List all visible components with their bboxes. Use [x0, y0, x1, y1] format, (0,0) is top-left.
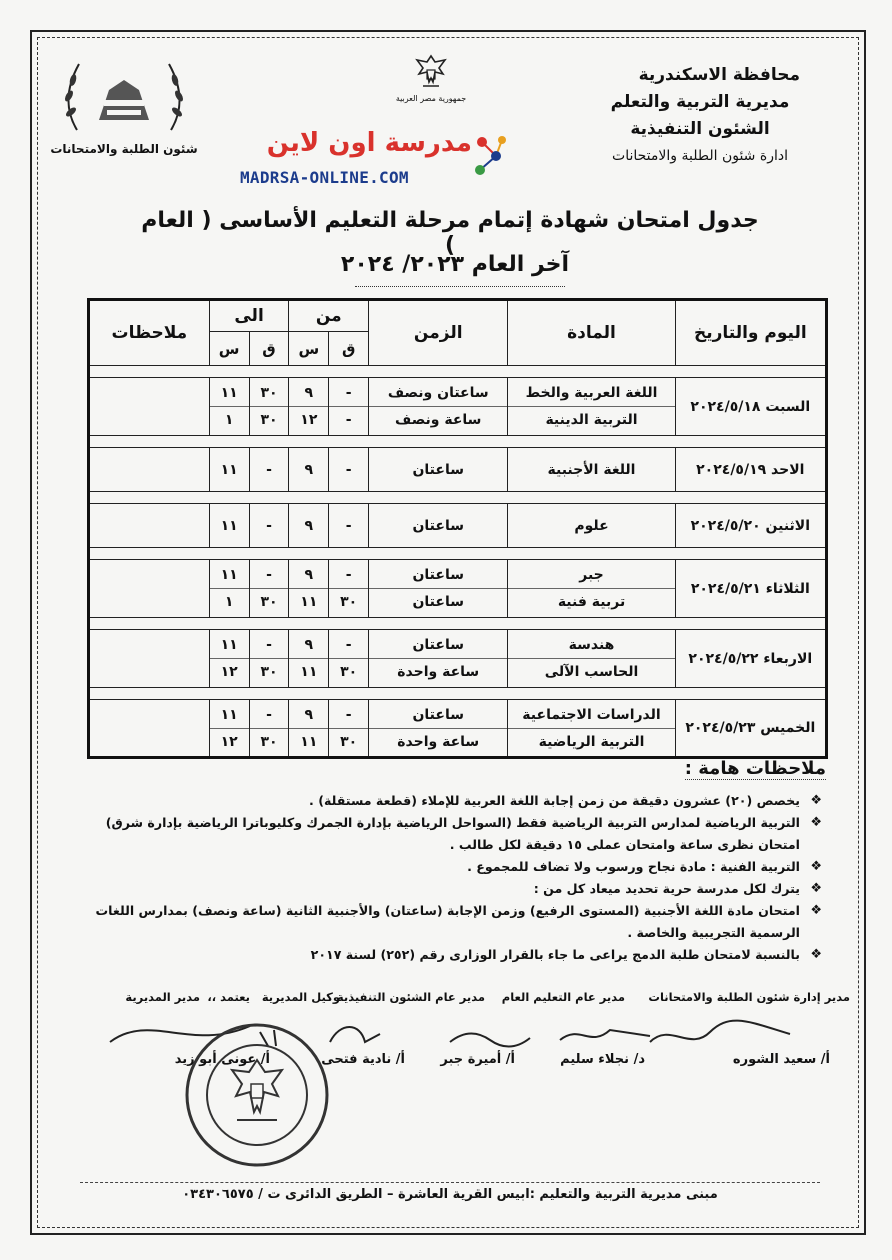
from-minute-cell-line: - — [345, 517, 352, 534]
bullet-icon: ❖ — [810, 881, 822, 896]
table-gap-cell — [89, 366, 827, 378]
table-row — [89, 504, 827, 548]
role-student-affairs-director: مدير إدارة شئون الطلبة والامتحانات — [648, 990, 850, 1004]
subject-cell-line: التربية الدينية — [508, 406, 674, 433]
to-minute-cell — [249, 630, 289, 688]
to-hour-cell-line: ١١ — [220, 706, 238, 723]
role-executive-affairs-director: مدير عام الشئون التنفيذية — [336, 990, 485, 1004]
day-date-cell: الاحد ٢٠٢٤/٥/١٩ — [675, 448, 826, 492]
duration-cell — [369, 448, 508, 492]
official-stamp-icon — [182, 1020, 332, 1170]
table-gap-row — [89, 436, 827, 448]
from-minute-cell-line: - — [345, 637, 352, 653]
col-to: الى — [209, 300, 289, 332]
to-hour-cell — [209, 378, 249, 436]
bullet-icon: ❖ — [810, 793, 822, 808]
note-item — [92, 900, 822, 944]
note-text: التربية الرياضية لمدارس التربية الرياضية فقط (السواحل الرياضية بإدارة الجمرك وكليوباترا الرياضية بإدارة شرق) امتحان نظرى ساعة وامتحان عملى ١٥ دقيقة لكل طالب . — [105, 815, 800, 852]
department: الشئون التنفيذية — [630, 119, 770, 139]
name-saeed-elshoura: أ/ سعيد الشوره — [732, 1052, 830, 1067]
to-minute-cell — [249, 560, 289, 618]
note-item — [92, 790, 822, 812]
eagle-emblem-icon — [411, 52, 451, 92]
subject-cell-line: هندسة — [568, 637, 615, 653]
day-date-cell: الخميس ٢٠٢٤/٥/٢٣ — [675, 700, 826, 758]
to-minute-cell-line: - — [266, 706, 272, 723]
to-hour-cell — [209, 504, 249, 548]
table-gap-row — [89, 492, 827, 504]
table-gap-cell — [89, 492, 827, 504]
from-minute-cell — [329, 448, 369, 492]
col-from-hour: س — [289, 332, 329, 366]
name-amira-gabr: أ/ أميرة جبر — [440, 1052, 515, 1067]
to-hour-cell-line: ١٢ — [210, 658, 249, 685]
from-hour-cell — [289, 504, 329, 548]
document-title: جدول امتحان شهادة إتمام مرحلة التعليم الأساسى ( العام ) — [141, 208, 759, 258]
name-nadia-fathy: أ/ نادية فتحى — [321, 1052, 405, 1067]
to-hour-cell-line: ١ — [210, 588, 249, 615]
from-minute-cell — [329, 630, 369, 688]
col-to-minute: ق — [249, 332, 289, 366]
to-minute-cell-line: ٣٠ — [250, 728, 289, 755]
to-minute-cell — [249, 700, 289, 758]
from-minute-cell-line: ٣٠ — [329, 588, 368, 615]
table-row — [89, 448, 827, 492]
from-hour-cell-line: ٩ — [304, 517, 314, 534]
role-general-education-director: مدير عام التعليم العام — [501, 990, 625, 1004]
to-hour-cell — [209, 448, 249, 492]
subject-cell — [508, 560, 675, 618]
from-minute-cell-line: ٣٠ — [329, 728, 368, 755]
subject-cell — [508, 504, 675, 548]
from-hour-cell-line: ١١ — [289, 588, 328, 615]
table-gap-row — [89, 688, 827, 700]
subject-cell-line: جبر — [579, 567, 604, 583]
from-minute-cell-line: - — [345, 567, 352, 583]
name-naglaa-selim: د/ نجلاء سليم — [560, 1052, 645, 1067]
to-minute-cell — [249, 504, 289, 548]
exam-schedule-table — [87, 298, 828, 759]
governorate: محافظة الاسكندرية — [638, 65, 800, 85]
from-minute-cell-line: - — [345, 706, 352, 723]
to-hour-cell — [209, 630, 249, 688]
duration-cell-line: ساعة واحدة — [369, 728, 507, 755]
from-hour-cell-line: ٩ — [304, 567, 314, 583]
to-hour-cell-line: ١١ — [220, 637, 238, 653]
from-hour-cell-line: ٩ — [304, 385, 314, 401]
subject-cell — [508, 378, 675, 436]
to-hour-cell — [209, 700, 249, 758]
laurel-logo-icon — [49, 50, 199, 140]
role-deputy-director: وكيل المديرية — [261, 990, 340, 1004]
subject-cell — [508, 448, 675, 492]
emblem-block — [390, 52, 472, 103]
duration-cell — [369, 560, 508, 618]
duration-cell-line: ساعتان — [412, 637, 464, 653]
signature-roles — [50, 990, 850, 1014]
approval-mark: يعتمد ،، — [207, 990, 250, 1004]
name-awny-abuzeid: أ/ عونى أبو زيد — [174, 1052, 270, 1067]
note-text: التربية الفنية : مادة نجاح ورسوب ولا تضاف للمجموع . — [467, 859, 800, 874]
table-gap-row — [89, 366, 827, 378]
from-hour-cell-line: ٩ — [304, 637, 314, 653]
from-minute-cell — [329, 378, 369, 436]
role-directorate-director: مدير المديرية — [125, 990, 200, 1004]
affairs-logo — [44, 50, 204, 160]
emblem-caption: جمهورية مصر العربية — [395, 94, 467, 103]
document-subtitle: آخر العام ٢٠٢٣/ ٢٠٢٤ — [340, 252, 570, 277]
duration-cell-line: ساعتان — [369, 588, 507, 615]
day-date-cell: السبت ٢٠٢٤/٥/١٨ — [675, 378, 826, 436]
to-minute-cell-line: ٣٠ — [250, 658, 289, 685]
to-minute-cell-line: ٣٠ — [250, 588, 289, 615]
duration-cell-line: ساعتان — [412, 567, 464, 583]
notes-cell — [89, 700, 210, 758]
from-minute-cell — [329, 560, 369, 618]
duration-cell — [369, 700, 508, 758]
issuer-block — [570, 62, 830, 170]
duration-cell — [369, 378, 508, 436]
duration-cell-line: ساعتان — [412, 517, 464, 534]
to-minute-cell-line: - — [266, 517, 272, 534]
table-gap-row — [89, 548, 827, 560]
notes-title: ملاحظات هامة : — [684, 758, 826, 779]
to-minute-cell-line: ٣٠ — [250, 406, 289, 433]
table-row — [89, 560, 827, 618]
subject-cell-line: اللغة العربية والخط — [525, 385, 658, 401]
directorate: مديرية التربية والتعلم — [610, 92, 790, 112]
note-text: امتحان مادة اللغة الأجنبية (المستوى الرفيع) وزمن الإجابة (ساعتان) والأجنبية الثانية (ساعة ونصف) بمدارس اللغات الرسمية التجريبية والخاصة . — [95, 903, 800, 940]
site-watermark — [232, 128, 472, 192]
watermark-latin: MADRSA-ONLINE.COM — [240, 168, 409, 187]
to-hour-cell-line: ١ — [210, 406, 249, 433]
from-minute-cell — [329, 700, 369, 758]
subject-cell-line: التربية الرياضية — [508, 728, 674, 755]
col-duration: الزمن — [369, 300, 508, 366]
day-date-cell: الثلاثاء ٢٠٢٤/٥/٢١ — [675, 560, 826, 618]
from-minute-cell-line: ٣٠ — [329, 658, 368, 685]
subject-cell-line: علوم — [574, 517, 609, 534]
duration-cell-line: ساعتان — [412, 706, 464, 723]
table-row — [89, 378, 827, 436]
from-minute-cell — [329, 504, 369, 548]
to-hour-cell-line: ١١ — [220, 461, 238, 478]
table-gap-cell — [89, 548, 827, 560]
from-hour-cell — [289, 630, 329, 688]
bullet-icon: ❖ — [810, 815, 822, 830]
to-minute-cell-line: ٣٠ — [260, 385, 278, 401]
from-hour-cell — [289, 560, 329, 618]
note-text: بالنسبة لامتحان طلبة الدمج يراعى ما جاء بالقرار الوزارى رقم (٢٥٢) لسنة ٢٠١٧ — [310, 947, 800, 962]
col-from-minute: ق — [329, 332, 369, 366]
watermark-arabic: مدرسة اون لاين — [266, 128, 472, 158]
table-gap-row — [89, 618, 827, 630]
subject-cell-line: اللغة الأجنبية — [547, 461, 636, 478]
table-gap-cell — [89, 436, 827, 448]
to-minute-cell — [249, 378, 289, 436]
notes-cell — [89, 504, 210, 548]
note-text: يترك لكل مدرسة حرية تحديد ميعاد كل من : — [533, 881, 800, 896]
table-gap-cell — [89, 688, 827, 700]
sub-department: ادارة شئون الطلبة والامتحانات — [612, 148, 788, 164]
notes-list — [92, 790, 822, 966]
to-hour-cell-line: ١٢ — [210, 728, 249, 755]
day-date-cell: الاربعاء ٢٠٢٤/٥/٢٢ — [675, 630, 826, 688]
bullet-icon: ❖ — [810, 947, 822, 962]
from-minute-cell-line: - — [329, 406, 368, 433]
notes-cell — [89, 630, 210, 688]
duration-cell — [369, 630, 508, 688]
col-from: من — [289, 300, 369, 332]
subject-cell-line: الدراسات الاجتماعية — [522, 706, 661, 723]
from-hour-cell-line: ١١ — [289, 728, 328, 755]
col-subject: المادة — [508, 300, 675, 366]
to-minute-cell-line: - — [266, 461, 272, 478]
from-minute-cell-line: - — [345, 385, 352, 401]
to-hour-cell-line: ١١ — [220, 517, 238, 534]
molecule-logo-icon — [472, 132, 508, 182]
to-minute-cell-line: - — [266, 567, 272, 583]
duration-cell-line: ساعة ونصف — [369, 406, 507, 433]
notes-cell — [89, 560, 210, 618]
subject-cell — [508, 630, 675, 688]
note-item — [92, 812, 822, 856]
notes-cell — [89, 448, 210, 492]
note-item — [92, 944, 822, 966]
from-hour-cell-line: ٩ — [304, 461, 314, 478]
subtitle-underline — [355, 286, 565, 287]
table-row — [89, 700, 827, 758]
bullet-icon: ❖ — [810, 903, 822, 918]
from-hour-cell — [289, 448, 329, 492]
to-hour-cell-line: ١١ — [220, 385, 238, 401]
day-date-cell: الاثنين ٢٠٢٤/٥/٢٠ — [675, 504, 826, 548]
from-hour-cell-line: ٩ — [304, 706, 314, 723]
col-to-hour: س — [209, 332, 249, 366]
table-gap-cell — [89, 618, 827, 630]
to-minute-cell — [249, 448, 289, 492]
duration-cell-line: ساعتان — [412, 461, 464, 478]
footer-address: مبنى مديرية التربية والتعليم :ابيس القرية العاشرة – الطريق الدائرى ت / ٠٣٤٣٠٦٥٧٥ — [80, 1182, 820, 1202]
duration-cell — [369, 504, 508, 548]
to-minute-cell-line: - — [266, 637, 272, 653]
duration-cell-line: ساعة واحدة — [369, 658, 507, 685]
from-hour-cell — [289, 378, 329, 436]
note-item — [92, 878, 822, 900]
subject-cell — [508, 700, 675, 758]
duration-cell-line: ساعتان ونصف — [387, 385, 489, 401]
table-body — [89, 366, 827, 758]
signature-names — [50, 1052, 850, 1076]
subject-cell-line: الحاسب الآلى — [508, 658, 674, 685]
from-hour-cell — [289, 700, 329, 758]
notes-cell — [89, 378, 210, 436]
col-day: اليوم والتاريخ — [675, 300, 826, 366]
from-hour-cell-line: ١٢ — [289, 406, 328, 433]
from-hour-cell-line: ١١ — [289, 658, 328, 685]
table-row — [89, 630, 827, 688]
from-minute-cell-line: - — [345, 461, 352, 478]
to-hour-cell — [209, 560, 249, 618]
table-header-row — [89, 300, 827, 332]
col-notes: ملاحظات — [89, 300, 210, 366]
note-text: يخصص (٢٠) عشرون دقيقة من زمن إجابة اللغة العربية للإملاء (قطعة مستقلة) . — [309, 793, 800, 808]
to-hour-cell-line: ١١ — [220, 567, 238, 583]
subject-cell-line: تربية فنية — [508, 588, 674, 615]
affairs-logo-caption: شئون الطلبة والامتحانات — [50, 142, 198, 156]
bullet-icon: ❖ — [810, 859, 822, 874]
note-item — [92, 856, 822, 878]
